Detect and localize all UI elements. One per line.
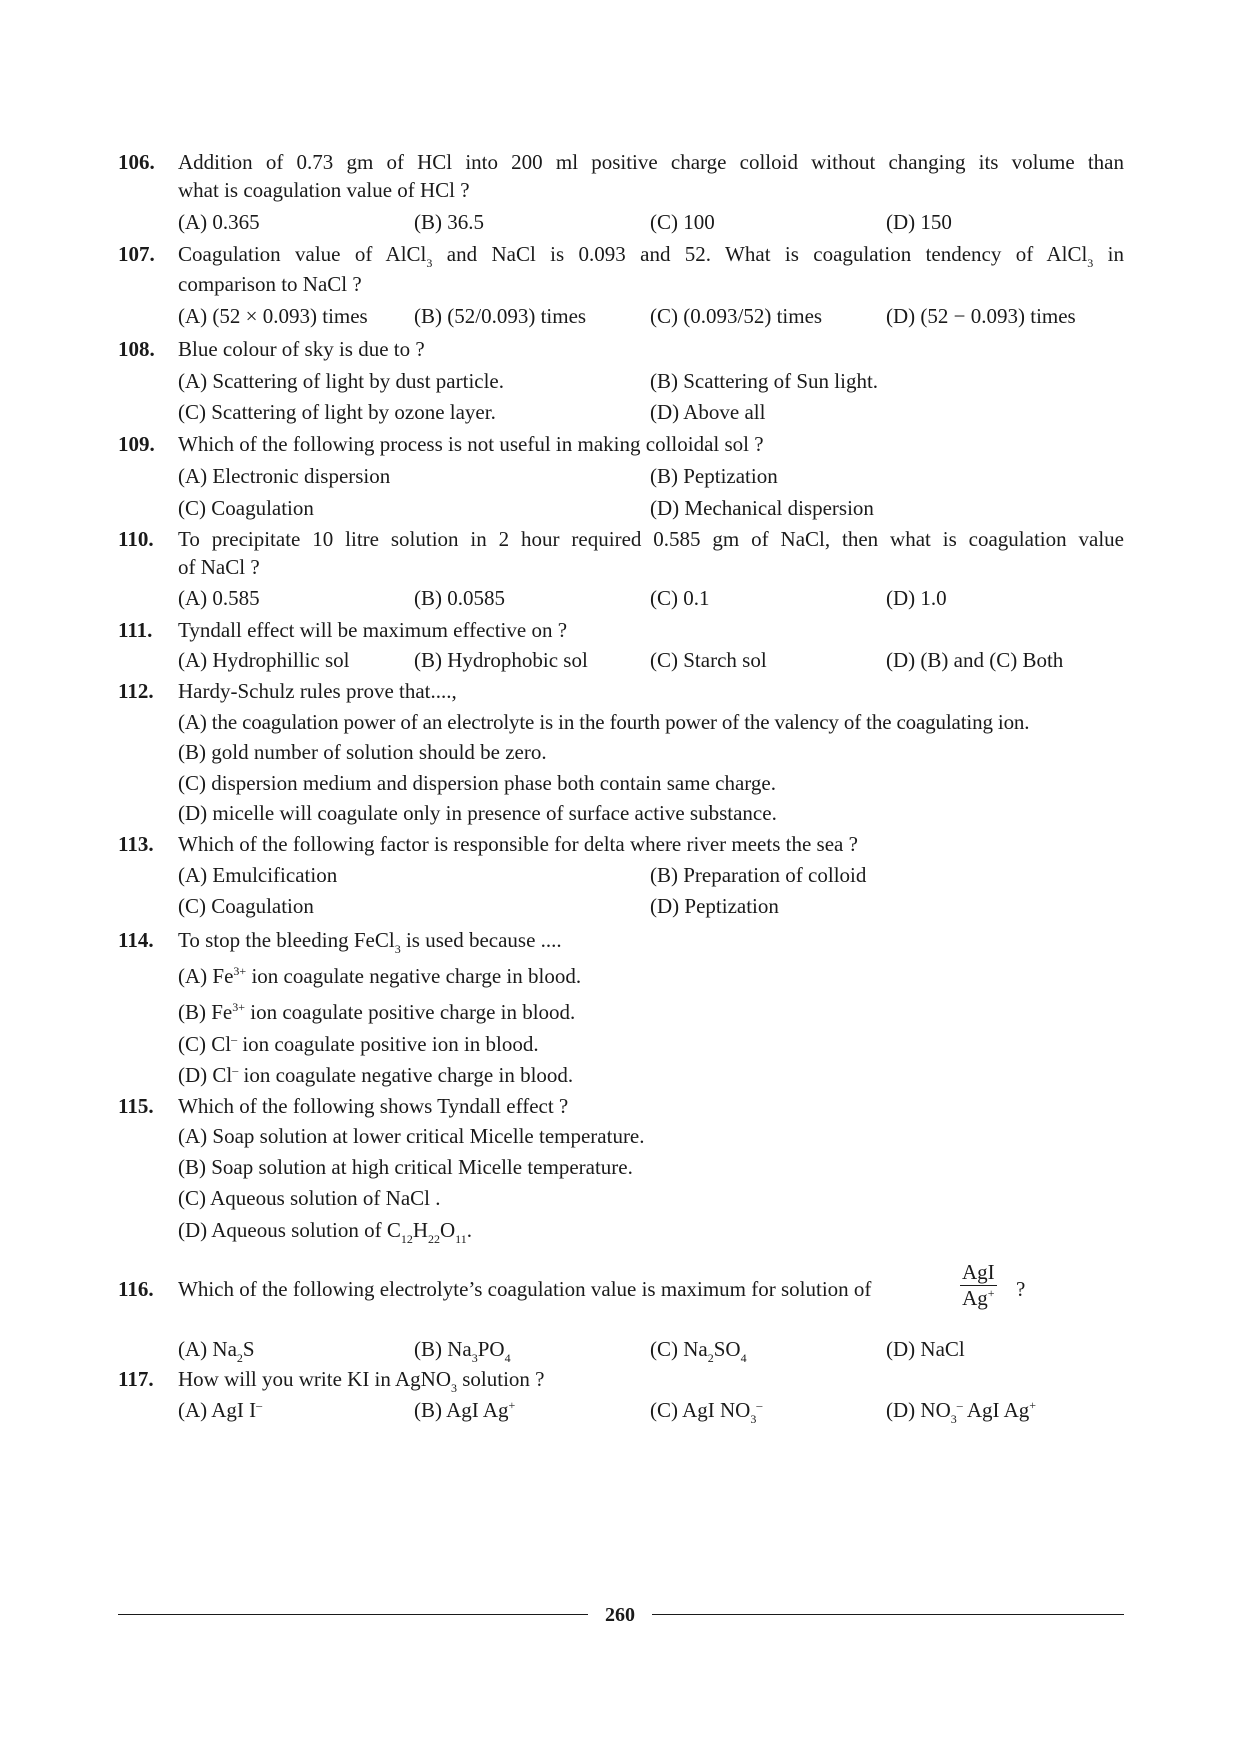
question-number: 108. xyxy=(118,337,155,361)
option-b: (B) Scattering of Sun light. xyxy=(650,369,879,393)
fraction-agi-ag: AgI Ag+ xyxy=(962,1260,995,1310)
option-a: (A) $Na_2S$ xyxy=(178,1337,255,1365)
question-text: Addition of 0.73 gm of HCl into 200 ml positive charge colloid without changing its volume than xyxy=(178,150,1124,174)
option-c: (C) dispersion medium and dispersion phase both contain same charge. xyxy=(178,771,776,795)
question-text: Blue colour of sky is due to ? xyxy=(178,337,425,361)
option-c: (C) AgI $NO_3^-$ xyxy=(650,1398,763,1426)
option-b: (B) (52/0.093) times xyxy=(414,304,587,328)
question-text: To precipitate 10 litre solution in 2 hour required 0.585 gm of NaCl, then what is coagulation value xyxy=(178,527,1124,551)
question-text: Hardy-Schulz rules prove that...., xyxy=(178,679,457,703)
option-d: (D) (B) and (C) Both xyxy=(886,648,1064,672)
option-a: (A) Electronic dispersion xyxy=(178,464,391,488)
option-d: (D) NaCl xyxy=(886,1337,965,1361)
question-text: Which of the following process is not useful in making colloidal sol ? xyxy=(178,432,764,456)
option-d: (D) Aqueous solution of $C_{12}H_{22}O_{11}$. xyxy=(178,1218,472,1246)
question-text: How will you write KI in AgNO$_3$ solution ? xyxy=(178,1367,545,1395)
question-text-cont: comparison to NaCl ? xyxy=(178,272,362,296)
option-a: (A) Scattering of light by dust particle. xyxy=(178,369,505,393)
option-b: (B) gold number of solution should be zero. xyxy=(178,740,547,764)
question-number: 111. xyxy=(118,618,153,642)
option-a: (A) (52 × 0.093) times xyxy=(178,304,368,328)
question-text: To stop the bleeding FeCl$_3$ is used because .... xyxy=(178,928,562,956)
option-d: (D) Cl– ion coagulate negative charge in blood. xyxy=(178,1063,574,1087)
option-b: (B) Hydrophobic sol xyxy=(414,648,588,672)
option-c: (C) $Na_2SO_4$ xyxy=(650,1337,747,1365)
question-number: 110. xyxy=(118,527,154,551)
question-number: 112. xyxy=(118,679,154,703)
question-number: 113. xyxy=(118,832,154,856)
option-b: (B) 0.0585 xyxy=(414,586,505,610)
question-number: 109. xyxy=(118,432,155,456)
question-text-cont: of NaCl ? xyxy=(178,555,260,579)
option-d: (D) Above all xyxy=(650,400,766,424)
option-b: (B) $Fe^{3+}$ ion coagulate positive charge in blood. xyxy=(178,1000,576,1024)
option-b: (B) Preparation of colloid xyxy=(650,863,867,887)
option-a: (A) 0.365 xyxy=(178,210,260,234)
question-text: Which of the following factor is responsible for delta where river meets the sea ? xyxy=(178,832,858,856)
option-a: (A) Emulcification xyxy=(178,863,338,887)
question-mark: ? xyxy=(1016,1277,1026,1301)
question-number: 117. xyxy=(118,1367,154,1391)
option-c: (C) Scattering of light by ozone layer. xyxy=(178,400,496,424)
option-b: (B) Soap solution at high critical Micelle temperature. xyxy=(178,1155,633,1179)
option-d: (D) Peptization xyxy=(650,894,779,918)
footer-rule-right xyxy=(652,1614,1124,1615)
option-a: (A) Soap solution at lower critical Micelle temperature. xyxy=(178,1124,645,1148)
question-number: 107. xyxy=(118,242,155,266)
option-c: (C) Aqueous solution of NaCl . xyxy=(178,1186,441,1210)
question-number: 115. xyxy=(118,1094,154,1118)
option-c: (C) (0.093/52) times xyxy=(650,304,823,328)
option-b: (B) 36.5 xyxy=(414,210,484,234)
question-number: 114. xyxy=(118,928,154,952)
option-b: (B) $Na_3PO_4$ xyxy=(414,1337,511,1365)
question-number: 116. xyxy=(118,1277,154,1301)
question-text: Tyndall effect will be maximum effective on ? xyxy=(178,618,568,642)
page-number: 260 xyxy=(605,1604,635,1626)
footer-rule-left xyxy=(118,1614,588,1615)
option-a: (A) AgI I– xyxy=(178,1398,263,1422)
option-d: (D) Mechanical dispersion xyxy=(650,496,874,520)
option-a: (A) $Fe^{3+}$ ion coagulate negative charge in blood. xyxy=(178,964,582,988)
option-c: (C) Coagulation xyxy=(178,496,314,520)
option-d: (D) 150 xyxy=(886,210,952,234)
question-text: Which of the following shows Tyndall effect ? xyxy=(178,1094,569,1118)
question-text: Coagulation value of AlCl$_3$ and NaCl is 0.093 and 52. What is coagulation tendency of AlCl$_3$ in xyxy=(178,242,1124,270)
option-c: (C) Cl– ion coagulate positive ion in blood. xyxy=(178,1032,539,1056)
option-c: (C) 100 xyxy=(650,210,715,234)
option-c: (C) Starch sol xyxy=(650,648,767,672)
option-a: (A) the coagulation power of an electrolyte is in the fourth power of the valency of the coagulating ion. xyxy=(178,710,1030,734)
option-a: (A) 0.585 xyxy=(178,586,260,610)
option-c: (C) 0.1 xyxy=(650,586,710,610)
option-b: (B) Peptization xyxy=(650,464,778,488)
option-c: (C) Coagulation xyxy=(178,894,314,918)
question-number: 106. xyxy=(118,150,155,174)
option-d: (D) $NO_3^-$ AgI Ag+ xyxy=(886,1398,1037,1426)
option-b: (B) AgI Ag+ xyxy=(414,1398,516,1422)
question-text: Which of the following electrolyte’s coagulation value is maximum for solution of xyxy=(178,1277,872,1301)
option-d: (D) micelle will coagulate only in presence of surface active substance. xyxy=(178,801,777,825)
question-text-cont: what is coagulation value of HCl ? xyxy=(178,178,470,202)
option-d: (D) (52 − 0.093) times xyxy=(886,304,1076,328)
option-a: (A) Hydrophillic sol xyxy=(178,648,350,672)
option-d: (D) 1.0 xyxy=(886,586,947,610)
